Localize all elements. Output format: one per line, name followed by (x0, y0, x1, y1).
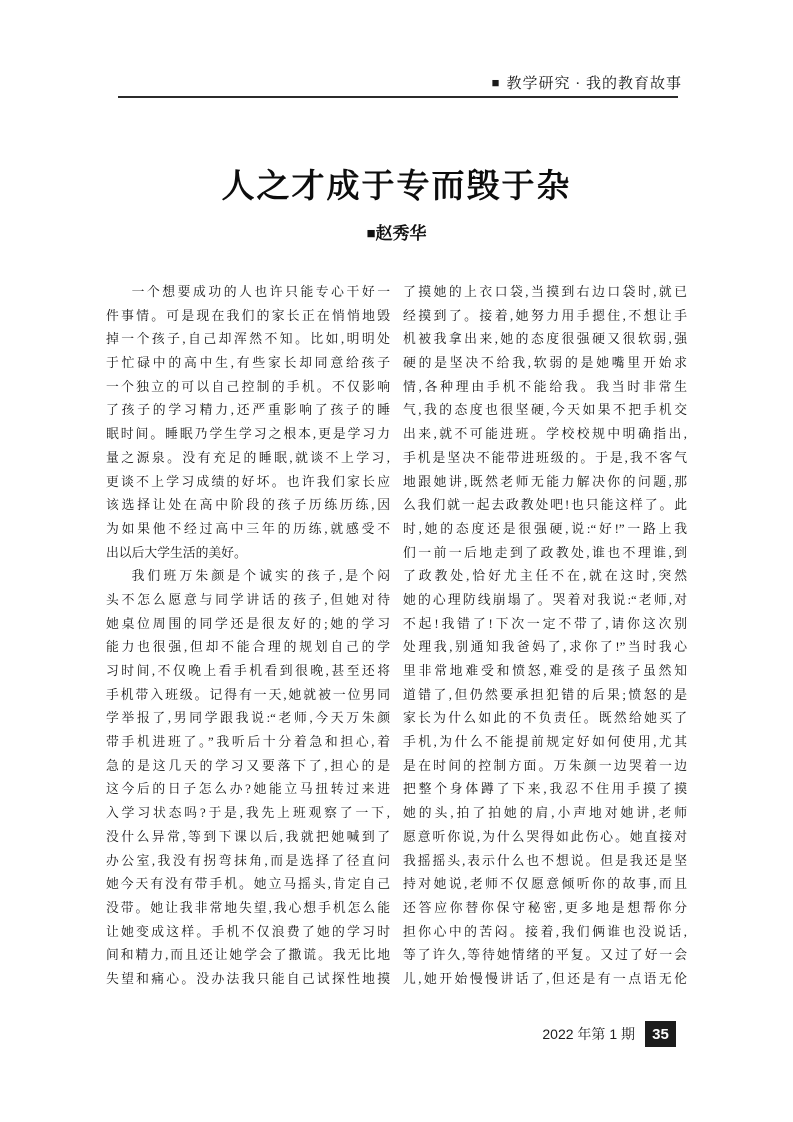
text-line: 了摸她的上衣口袋,当摸到右边口袋时,就已 (403, 285, 687, 299)
text-line: 担你心中的苦闷。接着,我们俩谁也没说话, (403, 924, 687, 939)
article-title: 人之才成于专而毁于杂 (221, 167, 572, 204)
text-line: 硬的是坚决不给我,软弱的是她嘴里开始求 (403, 356, 687, 371)
text-line: 机被我拿出来,她的态度很强硬又很软弱,强 (403, 332, 687, 347)
text-line: 一个想要成功的人也许只能专心干好一 (131, 285, 390, 299)
column-right (403, 281, 687, 992)
text-line: 掉一个孩子,自己却浑然不知。比如,明明处 (106, 332, 390, 347)
text-line: 情,各种理由手机不能给我。我当时非常生 (403, 379, 687, 394)
text-line: 让她变成这样。手机不仅浪费了她的学习时 (106, 924, 390, 939)
text-line: 手机带入班级。记得有一天,她就被一位男同 (106, 687, 390, 702)
author-name: 赵秀华 (375, 224, 427, 243)
author-line (0, 219, 793, 244)
text-line: 里非常地难受和愤怒,难受的是孩子虽然知 (403, 664, 687, 678)
text-line: 气,我的态度也很坚硬,今天如果不把手机交 (403, 403, 687, 418)
text-line: 她的心理防线崩塌了。哭着对我说:“老师,对 (403, 592, 687, 607)
text-line: 失望和痛心。没办法我只能自己试探性地摸 (106, 971, 390, 986)
running-head (118, 72, 682, 93)
text-line: 急的是这几天的学习又要落下了,担心的是 (106, 758, 390, 773)
text-line: 没什么异常,等到下课以后,我就把她喊到了 (106, 829, 390, 844)
text-line: 愿意听你说,为什么哭得如此伤心。她直接对 (403, 829, 687, 844)
text-line: 出以后大学生活的美好。 (106, 545, 247, 560)
text-line: 持对她说,老师不仅愿意倾听你的故事,而且 (403, 877, 687, 892)
text-line: 她的头,拍了拍她的肩,小声地对她讲,老师 (403, 806, 687, 821)
text-line: 家长为什么如此的不负责任。既然给她买了 (403, 711, 687, 726)
header-rule (118, 96, 678, 98)
text-line: 于忙碌中的高中生,有些家长却同意给孩子 (106, 356, 390, 371)
page-number-badge: 35 (645, 1021, 676, 1047)
text-line: 能力也很强,但却不能合理的规划自己的学 (106, 640, 390, 655)
text-line: 该选择让处在高中阶段的孩子历练历练,因 (106, 498, 390, 513)
text-line: 手机是坚决不能带进班级的。于是,我不客气 (403, 450, 687, 465)
text-line: 为如果他不经过高中三年的历练,就感受不 (106, 521, 390, 536)
article-body (106, 281, 687, 992)
text-line: 量之源泉。没有充足的睡眠,就谈不上学习, (106, 450, 390, 465)
text-line: 们一前一后地走到了政教处,谁也不理谁,到 (403, 545, 687, 560)
text-line: 更谈不上学习成绩的好坏。也许我们家长应 (106, 474, 390, 489)
text-line: 习时间,不仅晚上看手机看到很晚,甚至还将 (106, 664, 390, 678)
running-head-label: 教学研究 · 我的教育故事 (506, 76, 682, 92)
text-line: 是在时间的控制方面。万朱颜一边哭着一边 (403, 758, 687, 773)
text-line: 时,她的态度还是很强硬,说:“好!”一路上我 (403, 521, 687, 536)
text-line: 经摸到了。接着,她努力用手摁住,不想让手 (403, 308, 687, 323)
text-line: 办公室,我没有拐弯抹角,而是选择了径直问 (106, 853, 390, 868)
text-line: 我摇摇头,表示什么也不想说。但是我还是坚 (403, 853, 687, 868)
text-line: 带手机进班了。”我听后十分着急和担心,着 (106, 735, 390, 750)
text-line: 儿,她开始慢慢讲话了,但还是有一点语无伦 (403, 971, 687, 986)
text-line: 不起!我错了!下次一定不带了,请你这次别 (403, 616, 687, 631)
text-line: 出来,就不可能进班。学校校规中明确指出, (403, 427, 687, 442)
text-line: 头不怎么愿意与同学讲话的孩子,但她对待 (106, 592, 390, 607)
text-line: 把整个身体蹲了下来,我忍不住用手摸了摸 (403, 782, 687, 797)
text-line: 么我们就一起去政教处吧!也只能这样了。此 (403, 498, 687, 513)
text-line: 件事情。可是现在我们的家长正在悄悄地毁 (106, 308, 390, 323)
text-line: 等了许久,等待她情绪的平复。又过了好一会 (403, 948, 687, 963)
text-line: 地跟她讲,既然老师无能力解决你的问题,那 (403, 474, 687, 489)
text-line: 处理我,别通知我爸妈了,求你了!”当时我心 (403, 640, 687, 655)
text-line: 手机,为什么不能提前规定好如何使用,尤其 (403, 735, 687, 750)
square-bullet-icon: ■ (491, 75, 501, 90)
text-line: 眠时间。睡眠乃学生学习之根本,更是学习力 (106, 427, 390, 442)
text-line: 间和精力,而且还让她学会了撒谎。我无比地 (106, 948, 390, 963)
text-line: 了政教处,恰好尤主任不在,就在这时,突然 (403, 569, 687, 584)
text-line: 没带。她让我非常地失望,我心想手机怎么能 (106, 900, 390, 915)
text-line: 了孩子的学习精力,还严重影响了孩子的睡 (106, 403, 390, 418)
text-line: 还答应你替你保守秘密,更多地是想帮你分 (403, 900, 687, 915)
page-footer (542, 1021, 676, 1047)
square-bullet-icon: ■ (366, 225, 376, 242)
text-line: 她桌位周围的同学还是很友好的;她的学习 (106, 616, 390, 631)
text-line: 一个独立的可以自己控制的手机。不仅影响 (106, 379, 390, 394)
text-line: 道错了,但仍然要承担犯错的后果;愤怒的是 (403, 687, 687, 702)
text-line: 学举报了,男同学跟我说:“老师,今天万朱颜 (106, 711, 390, 726)
column-left (106, 281, 390, 992)
issue-label: 2022 年第 1 期 (542, 1026, 635, 1042)
text-line: 她今天有没有带手机。她立马摇头,肯定自己 (106, 877, 390, 892)
text-line: 我们班万朱颜是个诚实的孩子,是个闷 (131, 569, 390, 584)
text-line: 入学习状态吗?于是,我先上班观察了一下, (106, 806, 390, 821)
text-line: 这今后的日子怎么办?她能立马扭转过来进 (106, 782, 390, 797)
